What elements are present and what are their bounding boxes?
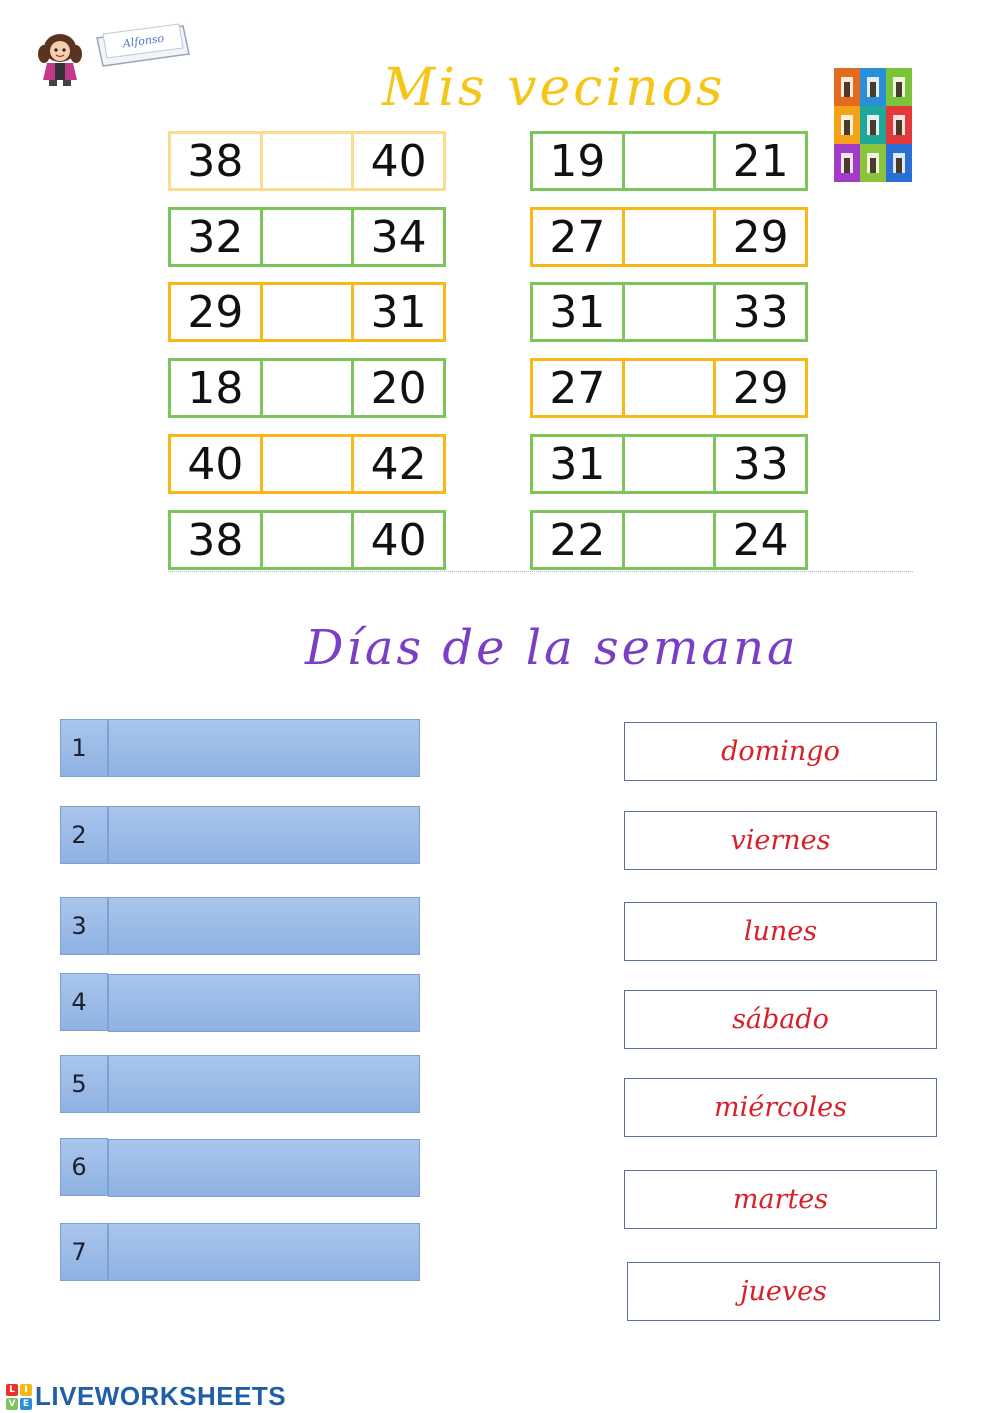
number-after: 29: [713, 361, 805, 415]
day-word: domingo: [721, 736, 840, 767]
number-after: 40: [351, 513, 443, 567]
vecinos-row: [168, 282, 446, 342]
number-after: 20: [351, 361, 443, 415]
vecinos-row: [530, 510, 808, 570]
day-number-box: [60, 897, 108, 955]
number-before: 40: [187, 438, 244, 490]
logo-letter: L: [6, 1384, 18, 1396]
number-before: 18: [187, 362, 244, 414]
logo-letter: V: [6, 1398, 18, 1410]
vecinos-row: [530, 131, 808, 191]
answer-cell[interactable]: [260, 210, 352, 264]
day-number-box: [60, 1138, 108, 1196]
liveworksheets-logo-icon: [6, 1384, 32, 1410]
day-number: 2: [71, 821, 87, 849]
logo-letter: E: [20, 1398, 32, 1410]
answer-cell[interactable]: [260, 437, 352, 491]
answer-cell[interactable]: [622, 285, 714, 339]
answer-cell[interactable]: [622, 361, 714, 415]
day-number: 6: [71, 1153, 87, 1181]
paper-note-text: Alfonso: [121, 31, 165, 51]
paper-note-illustration: [93, 18, 193, 68]
day-number: 5: [71, 1070, 87, 1098]
day-word: viernes: [730, 825, 831, 856]
page-title: Mis vecinos: [382, 58, 726, 118]
day-word: jueves: [740, 1276, 827, 1307]
answer-cell[interactable]: [622, 437, 714, 491]
logo-letter: I: [20, 1384, 32, 1396]
day-word: miércoles: [714, 1092, 847, 1123]
day-number-box: [60, 973, 108, 1031]
number-before: 38: [187, 135, 244, 187]
day-word: sábado: [732, 1004, 829, 1035]
answer-cell[interactable]: [260, 285, 352, 339]
day-word-card[interactable]: [624, 902, 937, 961]
vecinos-row: [168, 207, 446, 267]
footer-logo[interactable]: [6, 1381, 286, 1412]
number-before: 32: [187, 211, 244, 263]
day-number: 4: [71, 988, 87, 1016]
day-word-card[interactable]: [624, 1078, 937, 1137]
number-before: 27: [549, 211, 606, 263]
vecinos-row: [530, 282, 808, 342]
day-word-card[interactable]: [624, 990, 937, 1049]
day-word: lunes: [743, 916, 818, 947]
day-number: 1: [71, 734, 87, 762]
day-answer-field[interactable]: [108, 1139, 420, 1197]
day-answer-field[interactable]: [108, 897, 420, 955]
number-after: 33: [713, 437, 805, 491]
number-after: 34: [351, 210, 443, 264]
section-divider: [168, 571, 913, 572]
day-number: 3: [71, 912, 87, 940]
day-number-box: [60, 1223, 108, 1281]
vecinos-row: [168, 510, 446, 570]
day-number-box: [60, 1055, 108, 1113]
answer-cell[interactable]: [622, 210, 714, 264]
number-after: 31: [351, 285, 443, 339]
day-word-card[interactable]: [624, 811, 937, 870]
answer-cell[interactable]: [622, 513, 714, 567]
answer-cell[interactable]: [260, 361, 352, 415]
answer-cell[interactable]: [260, 134, 352, 188]
day-answer-field[interactable]: [108, 974, 420, 1032]
number-before: 22: [549, 514, 606, 566]
number-after: 21: [713, 134, 805, 188]
section-title: Días de la semana: [305, 620, 799, 676]
day-word-card[interactable]: [624, 1170, 937, 1229]
vecinos-row: [530, 434, 808, 494]
number-after: 33: [713, 285, 805, 339]
answer-cell[interactable]: [260, 513, 352, 567]
number-after: 42: [351, 437, 443, 491]
day-word-card[interactable]: [624, 722, 937, 781]
vecinos-row: [530, 207, 808, 267]
number-before: 31: [549, 286, 606, 338]
day-answer-field[interactable]: [108, 719, 420, 777]
number-before: 19: [549, 135, 606, 187]
day-word: martes: [732, 1184, 829, 1215]
day-answer-field[interactable]: [108, 1223, 420, 1281]
girl-illustration: [25, 30, 95, 90]
day-number: 7: [71, 1238, 87, 1266]
vecinos-row: [168, 131, 446, 191]
vecinos-row: [530, 358, 808, 418]
number-before: 29: [187, 286, 244, 338]
vecinos-row: [168, 358, 446, 418]
number-before: 27: [549, 362, 606, 414]
number-after: 29: [713, 210, 805, 264]
day-answer-field[interactable]: [108, 806, 420, 864]
number-after: 40: [351, 134, 443, 188]
vecinos-row: [168, 434, 446, 494]
day-word-card[interactable]: [627, 1262, 940, 1321]
day-number-box: [60, 806, 108, 864]
number-after: 24: [713, 513, 805, 567]
answer-cell[interactable]: [622, 134, 714, 188]
day-answer-field[interactable]: [108, 1055, 420, 1113]
brand-name: LIVEWORKSHEETS: [35, 1381, 287, 1411]
day-number-box: [60, 719, 108, 777]
houses-icon: [834, 68, 912, 182]
number-before: 38: [187, 514, 244, 566]
number-before: 31: [549, 438, 606, 490]
